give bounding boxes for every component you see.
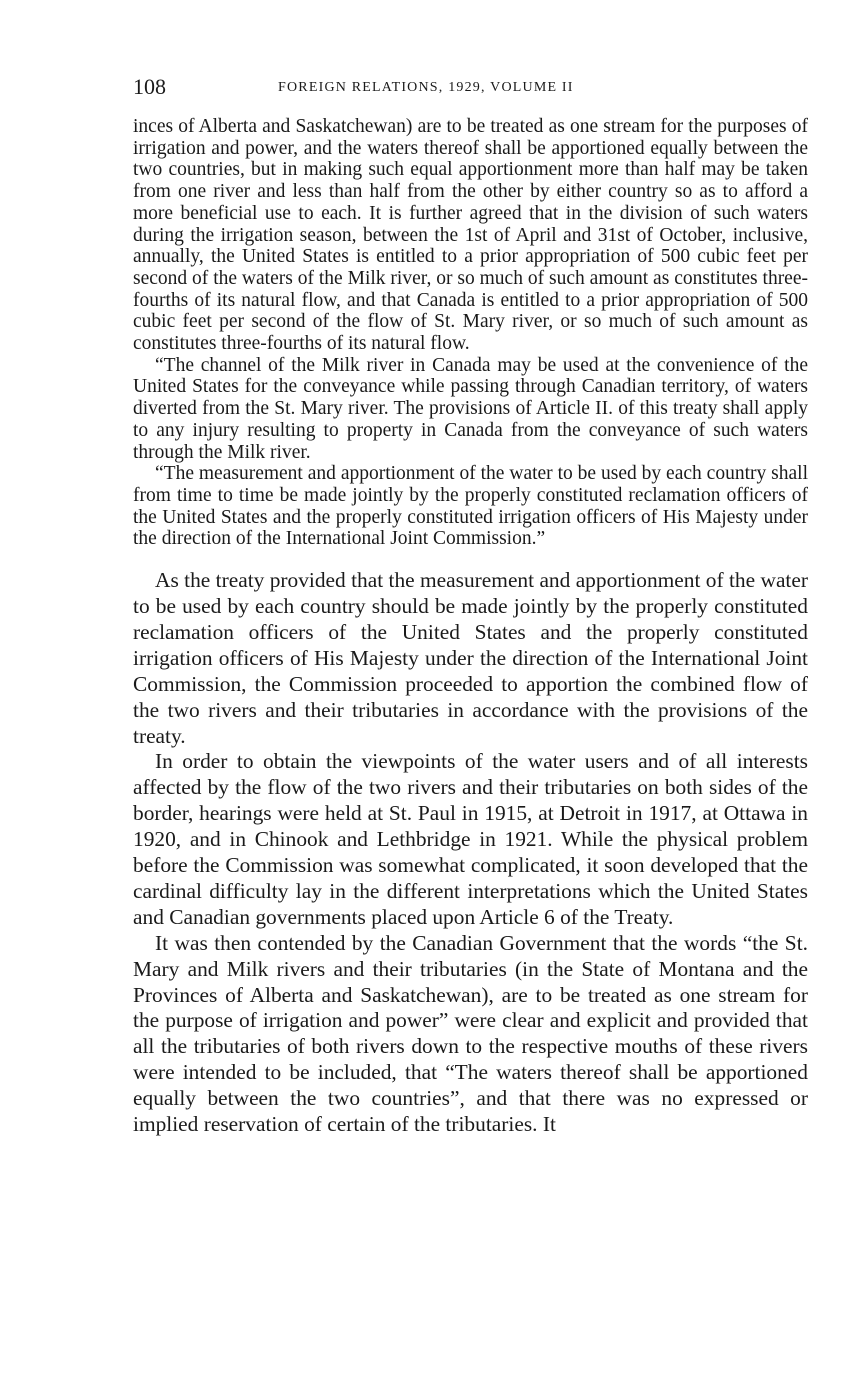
page-number: 108 <box>133 74 166 99</box>
quoted-treaty-text <box>133 116 808 550</box>
quoted-paragraph: “The measurement and apportionment of the water to be used by each country shall from time to time be made jointly by the properly constituted reclamation officers of the United States and the properly constituted irrigation officers of His Majesty under the direction of the International Joint Commission.” <box>133 463 808 550</box>
body-paragraph: As the treaty provided that the measurement and apportionment of the water to be used by each country should be made jointly by the properly constituted reclamation officers of the United States and the properly constituted irrigation officers of His Majesty under the direction of the International Joint Commission, the Commission proceeded to apportion the combined flow of the two rivers and their tributaries in accordance with the provisions of the treaty. <box>133 568 808 748</box>
document-page <box>133 74 808 1138</box>
running-head-title: FOREIGN RELATIONS, 1929, VOLUME II <box>278 80 574 95</box>
quoted-paragraph: “The channel of the Milk river in Canada may be used at the convenience of the United States for the conveyance while passing through Canadian territory, of waters diverted from the St. Mary river. The provisions of Article II. of this treaty shall apply to any injury resulting to property in Canada from the conveyance of such waters through the Milk river. <box>133 354 808 463</box>
body-text <box>133 568 808 1138</box>
body-paragraph: In order to obtain the viewpoints of the water users and of all interests affected by the flow of the two rivers and their tributaries on both sides of the border, hearings were held at St. Paul in 1915, at Detroit in 1917, at Ottawa in 1920, and in Chinook and Lethbridge in 1921. While the physical problem before the Commission was somewhat complicated, it soon developed that the cardinal difficulty lay in the different interpretations which the United States and Canadian governments placed upon Article 6 of the Treaty. <box>133 749 808 929</box>
running-head <box>133 74 808 104</box>
quoted-paragraph: inces of Alberta and Saskatchewan) are to be treated as one stream for the purposes of irrigation and power, and the waters thereof shall be apportioned equally between the two countries, but in making such equal apportionment more than half may be taken from one river and less than half from the other by either country so as to afford a more beneficial use to each. It is further agreed that in the division of such waters during the irrigation season, between the 1st of April and 31st of October, inclusive, annually, the United States is entitled to a prior appropriation of 500 cubic feet per second of the waters of the Milk river, or so much of such amount as constitutes three-fourths of its natural flow, and that Canada is entitled to a prior appropriation of 500 cubic feet per second of the flow of St. Mary river, or so much of such amount as constitutes three-fourths of its natural flow. <box>133 116 808 355</box>
body-paragraph: It was then contended by the Canadian Government that the words “the St. Mary and Milk rivers and their tributaries (in the State of Montana and the Provinces of Alberta and Saskatchewan), are to be treated as one stream for the purpose of irrigation and power” were clear and explicit and provided that all the tributaries of both rivers down to the respective mouths of these rivers were intended to be included, that “The waters thereof shall be apportioned equally between the two countries”, and that there was no expressed or implied reservation of certain of the tributaries. It <box>133 930 808 1137</box>
